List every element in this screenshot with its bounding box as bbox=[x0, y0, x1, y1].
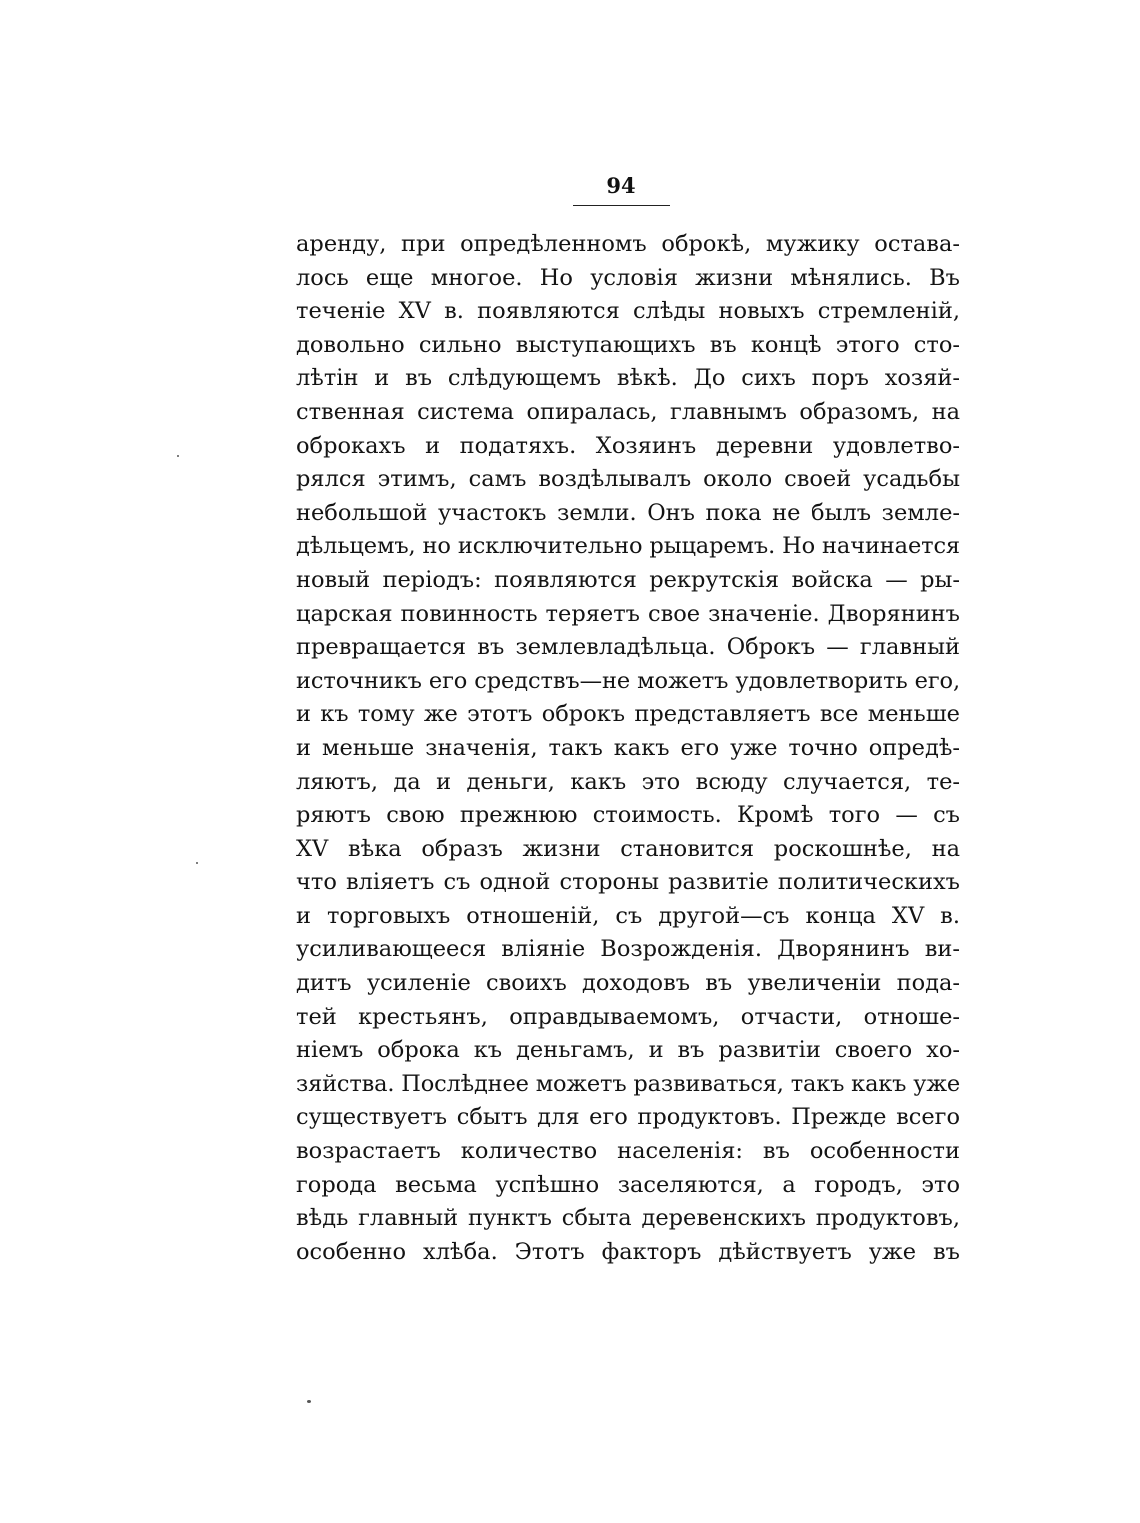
text-line: небольшой участокъ земли. Онъ пока не былъ земле- bbox=[296, 499, 960, 526]
text-line: возрастаетъ количество населенія: въ особенности bbox=[296, 1138, 960, 1165]
text-line: источникъ его средствъ—не можетъ удовлетворить его, bbox=[296, 667, 960, 694]
page-number: 94 bbox=[606, 173, 636, 198]
text-line: существуетъ сбытъ для его продуктовъ. Прежде всего bbox=[296, 1104, 960, 1131]
text-line: XV вѣка образъ жизни становится роскошнѣе, на bbox=[296, 835, 960, 862]
text-line: дѣльцемъ, но исключительно рыцаремъ. Но начинается bbox=[296, 533, 960, 560]
text-line: зяйства. Послѣднее можетъ развиваться, такъ какъ уже bbox=[296, 1070, 960, 1097]
text-line: вѣдь главный пунктъ сбыта деревенскихъ продуктовъ, bbox=[296, 1205, 960, 1232]
text-line: лѣтін и въ слѣдующемъ вѣкѣ. До сихъ поръ хозяй- bbox=[296, 365, 960, 392]
text-line: ляютъ, да и деньги, какъ это всюду случается, те- bbox=[296, 768, 960, 795]
text-line: и меньше значенія, такъ какъ его уже точно опредѣ- bbox=[296, 734, 960, 761]
text-line: и торговыхъ отношеній, съ другой—съ конца XV в. bbox=[296, 902, 960, 929]
text-line: особенно хлѣба. Этотъ факторъ дѣйствуетъ уже въ bbox=[296, 1238, 960, 1265]
scan-speck bbox=[196, 862, 198, 864]
text-line: довольно сильно выступающихъ въ концѣ этого сто- bbox=[296, 331, 960, 358]
scan-speck bbox=[307, 1400, 311, 1403]
text-line: превращается въ землевладѣльца. Оброкъ — главный bbox=[296, 634, 960, 661]
text-line: ряютъ свою прежнюю стоимость. Кромѣ того — съ bbox=[296, 802, 960, 829]
scan-speck bbox=[177, 455, 179, 457]
text-line: города весьма успѣшно заселяются, а городъ, это bbox=[296, 1171, 960, 1198]
text-line: теченіе XV в. появляются слѣды новыхъ стремленій, bbox=[296, 298, 960, 325]
text-line: лось еще многое. Но условія жизни мѣнялись. Въ bbox=[296, 264, 960, 291]
text-line: оброкахъ и податяхъ. Хозяинъ деревни удовлетво- bbox=[296, 432, 960, 459]
header-rule bbox=[573, 205, 670, 206]
text-line: дитъ усиленіе своихъ доходовъ въ увеличеніи пода- bbox=[296, 970, 960, 997]
body-text bbox=[296, 228, 960, 1269]
text-line: рялся этимъ, самъ воздѣлывалъ около своей усадьбы bbox=[296, 466, 960, 493]
text-line: тей крестьянъ, оправдываемомъ, отчасти, отноше- bbox=[296, 1003, 960, 1030]
text-line: что вліяетъ съ одной стороны развитіе политическихъ bbox=[296, 869, 960, 896]
text-line: новый періодъ: появляются рекрутскія войска — ры- bbox=[296, 566, 960, 593]
text-line: усиливающееся вліяніе Возрожденія. Дворянинъ ви- bbox=[296, 936, 960, 963]
text-line: царская повинность теряетъ свое значеніе. Дворянинъ bbox=[296, 600, 960, 627]
text-line: ственная система опиралась, главнымъ образомъ, на bbox=[296, 398, 960, 425]
text-line: и къ тому же этотъ оброкъ представляетъ все меньше bbox=[296, 701, 960, 728]
text-line: ніемъ оброка къ деньгамъ, и въ развитіи своего хо- bbox=[296, 1037, 960, 1064]
text-line: аренду, при опредѣленномъ оброкѣ, мужику остава- bbox=[296, 231, 960, 257]
